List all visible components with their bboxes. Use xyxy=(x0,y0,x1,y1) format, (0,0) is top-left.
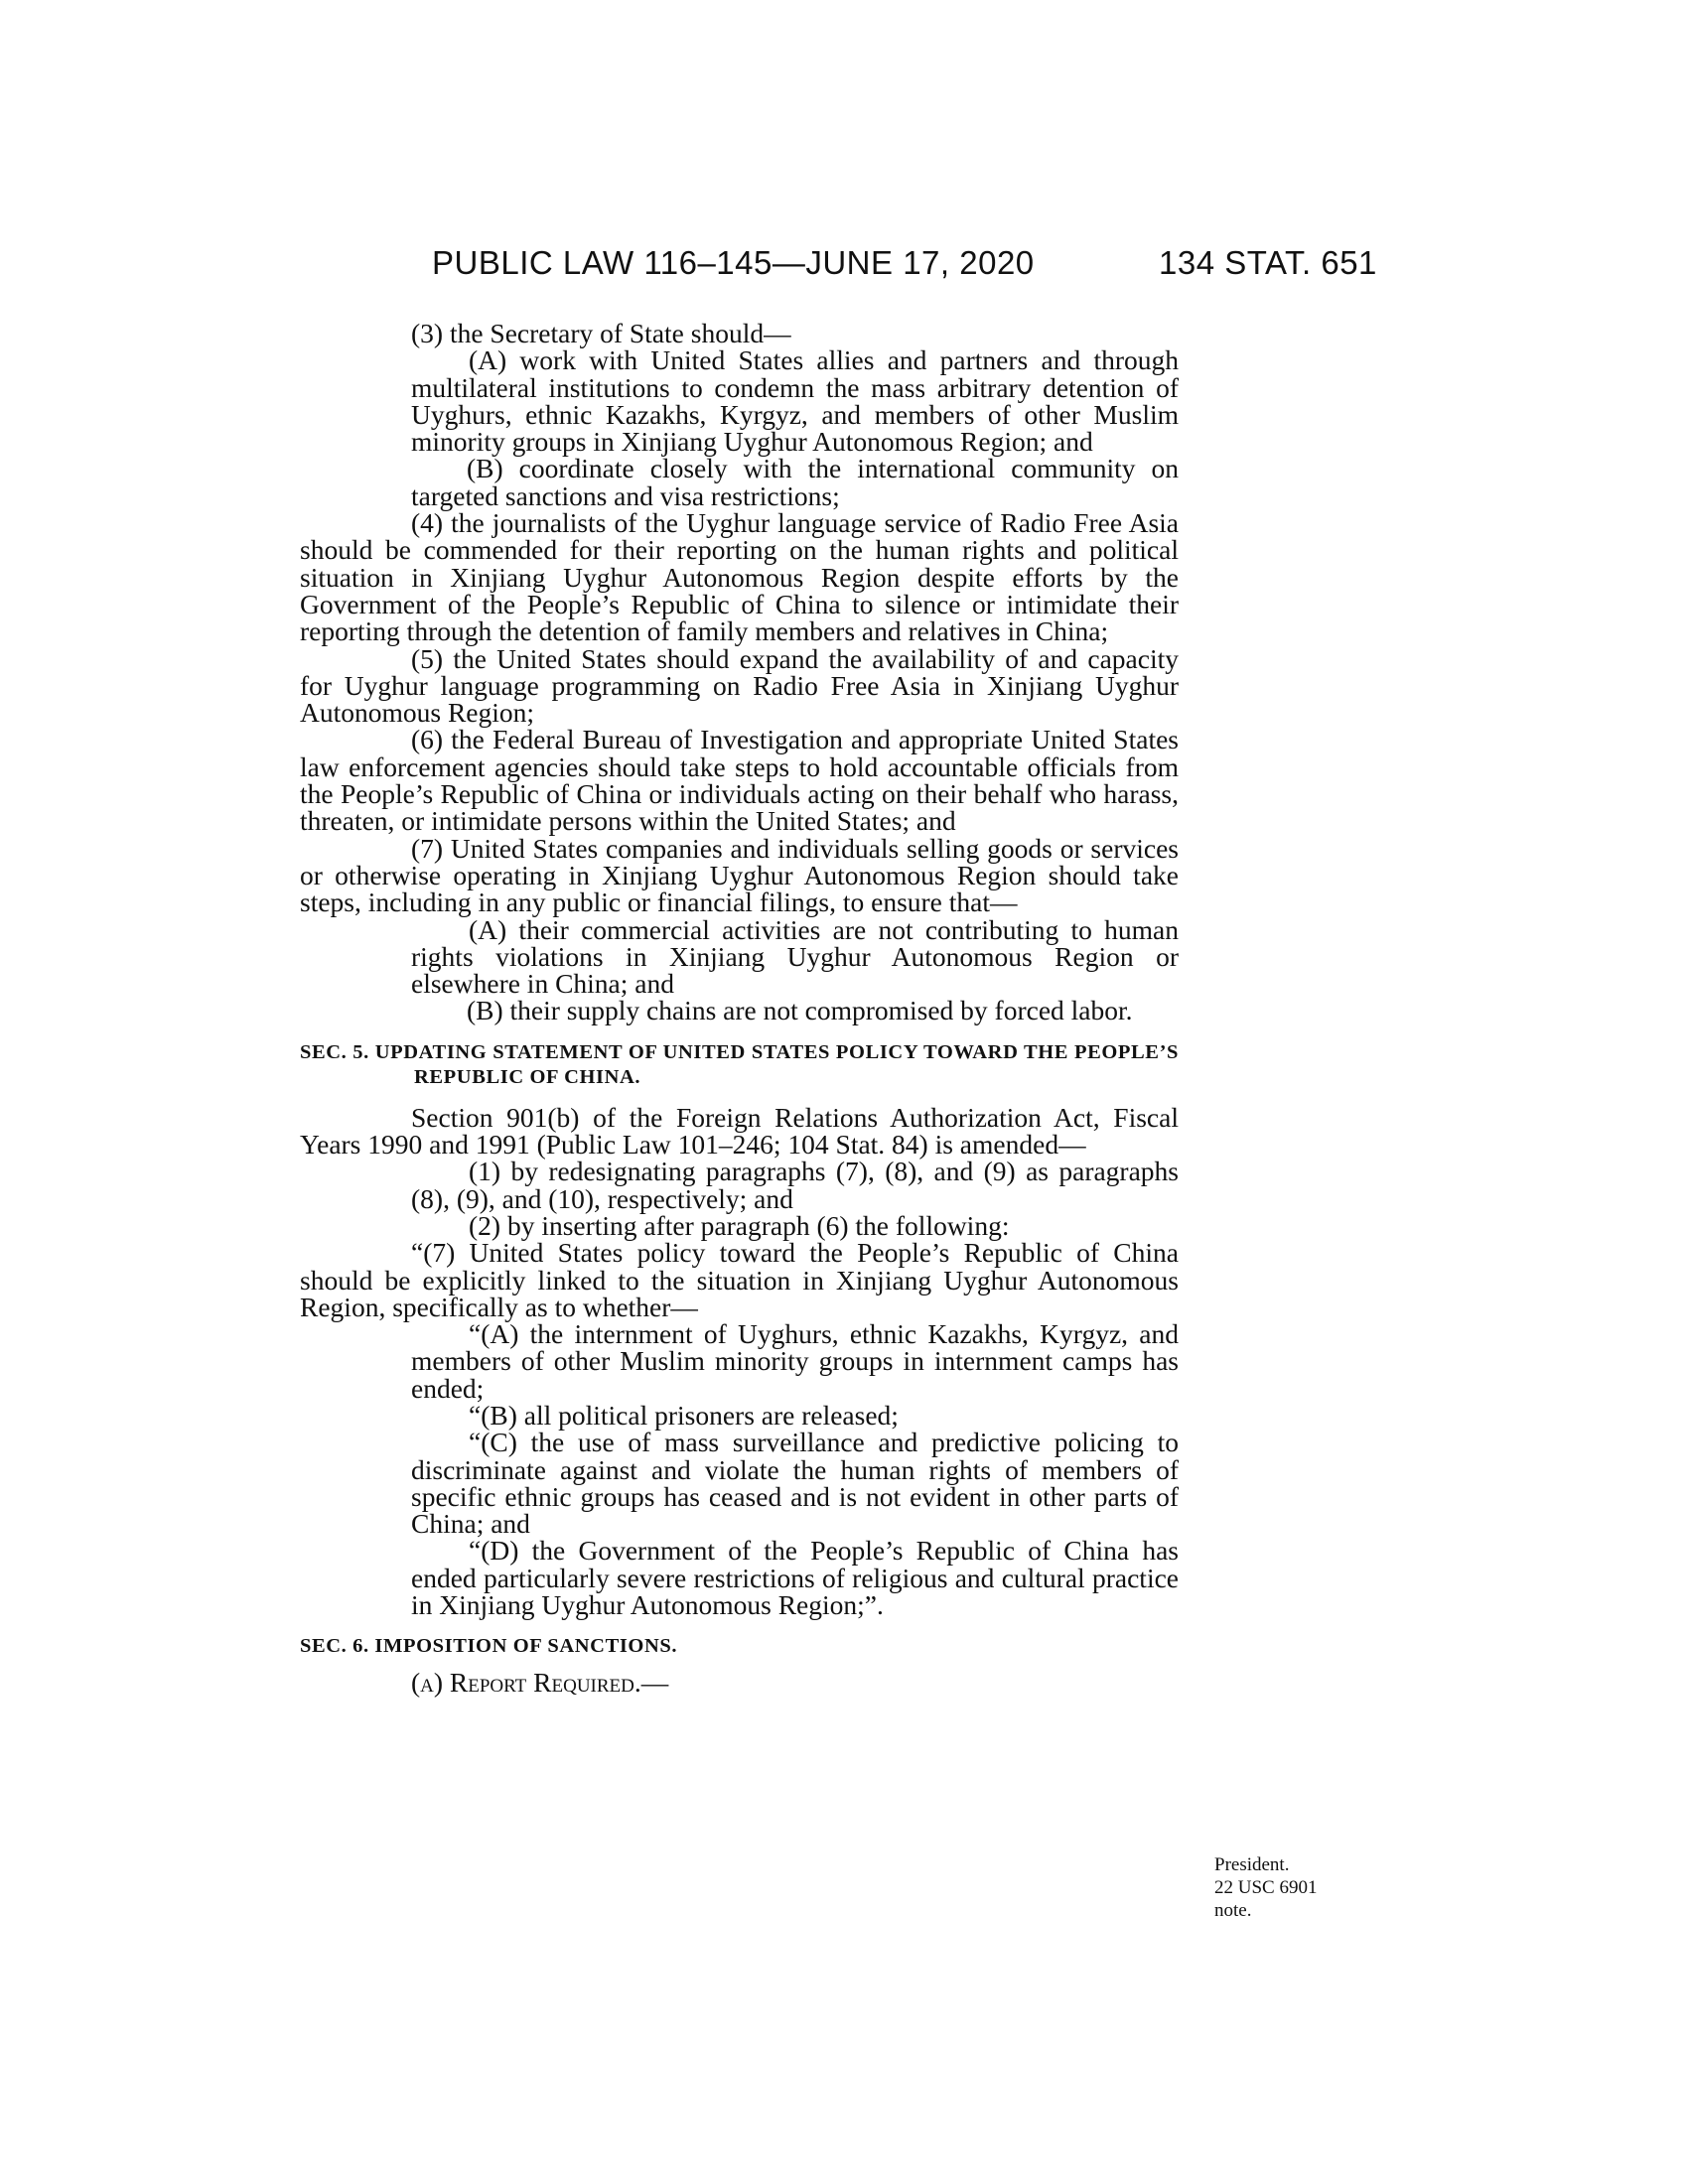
paragraph-7-a: (A) their commercial activities are not contributing to human rights violations in Xinjiang Uyghur Autonomous Region or elsewhere in China; and xyxy=(411,913,1179,1000)
quoted-paragraph-d: “(D) the Government of the People’s Republic of China has ended particularly severe restrictions of religious and cultural practice in Xinjiang Uyghur Autonomous Region;”. xyxy=(411,1535,1179,1621)
quoted-paragraph-c: “(C) the use of mass surveillance and predictive policing to discriminate against and violate the human rights of members of specific ethnic groups has ceased and is not evident in other parts of China; and xyxy=(411,1427,1179,1540)
margin-note-line-3: note. xyxy=(1214,1900,1252,1921)
paragraph-4: (4) the journalists of the Uyghur language service of Radio Free Asia should be commended for their reporting on the human rights and political situation in Xinjiang Uyghur Autonomous Region despite efforts by the Government of the People’s Republic of China to silence or intimidate their reporting through the detention of family members and relatives in China; xyxy=(300,507,1179,647)
statute-page-number: 134 STAT. 651 xyxy=(1159,244,1377,281)
section-6-heading: SEC. 6. IMPOSITION OF SANCTIONS. xyxy=(300,1635,678,1658)
section-5-intro: Section 901(b) of the Foreign Relations Authorization Act, Fiscal Years 1990 and 1991 (Public Law 101–246; 104 Stat. 84) is amended— xyxy=(300,1101,1179,1160)
quoted-paragraph-a: “(A) the internment of Uyghurs, ethnic Kazakhs, Kyrgyz, and members of other Muslim minority groups in internment camps has ended; xyxy=(411,1318,1179,1404)
law-title: PUBLIC LAW 116–145—JUNE 17, 2020 xyxy=(432,244,1035,281)
quoted-paragraph-b: “(B) all political prisoners are released; xyxy=(469,1399,899,1431)
quoted-paragraph-7: “(7) United States policy toward the People’s Republic of China should be explicitly linked to the situation in Xinjiang Uyghur Autonomous Region, specifically as to whether— xyxy=(300,1237,1179,1322)
document-body xyxy=(300,320,1179,1697)
margin-note-line-2: 22 USC 6901 xyxy=(1214,1877,1318,1898)
section-5-heading: SEC. 5. UPDATING STATEMENT OF UNITED STATES POLICY TOWARD THE PEOPLE’S REPUBLIC OF CHINA. xyxy=(300,1040,1179,1088)
running-header xyxy=(0,244,1688,294)
paragraph-3: (3) the Secretary of State should— xyxy=(411,318,791,348)
margin-note-line-1: President. xyxy=(1214,1854,1290,1875)
margin-note xyxy=(1214,1853,1317,1922)
paragraph-6: (6) the Federal Bureau of Investigation and appropriate United States law enforcement agencies should take steps to hold accountable officials from the People’s Republic of China or individuals acting on their behalf who harass, threaten, or intimidate persons within the United States; and xyxy=(300,724,1179,837)
paragraph-7-b: (B) their supply chains are not compromised by forced labor. xyxy=(467,995,1133,1026)
section-5-item-1: (1) by redesignating paragraphs (7), (8), and (9) as paragraphs (8), (9), and (10), respectively; and xyxy=(411,1156,1179,1214)
paragraph-3-b: (B) coordinate closely with the international community on targeted sanctions and visa restrictions; xyxy=(411,453,1179,511)
subsection-a-heading: (a) Report Required.— xyxy=(411,1667,669,1699)
section-5-item-2: (2) by inserting after paragraph (6) the following: xyxy=(469,1209,1010,1241)
paragraph-5: (5) the United States should expand the availability of and capacity for Uyghur language programming on Radio Free Asia in Xinjiang Uyghur Autonomous Region; xyxy=(300,642,1179,729)
paragraph-7: (7) United States companies and individuals selling goods or services or otherwise operating in Xinjiang Uyghur Autonomous Region should take steps, including in any public or financial filings, to ensure that— xyxy=(300,832,1179,918)
paragraph-3-a: (A) work with United States allies and partners and through multilateral institutions to condemn the mass arbitrary detention of Uyghurs, ethnic Kazakhs, Kyrgyz, and members of other Muslim minority groups in Xinjiang Uyghur Autonomous Region; and xyxy=(411,344,1179,458)
